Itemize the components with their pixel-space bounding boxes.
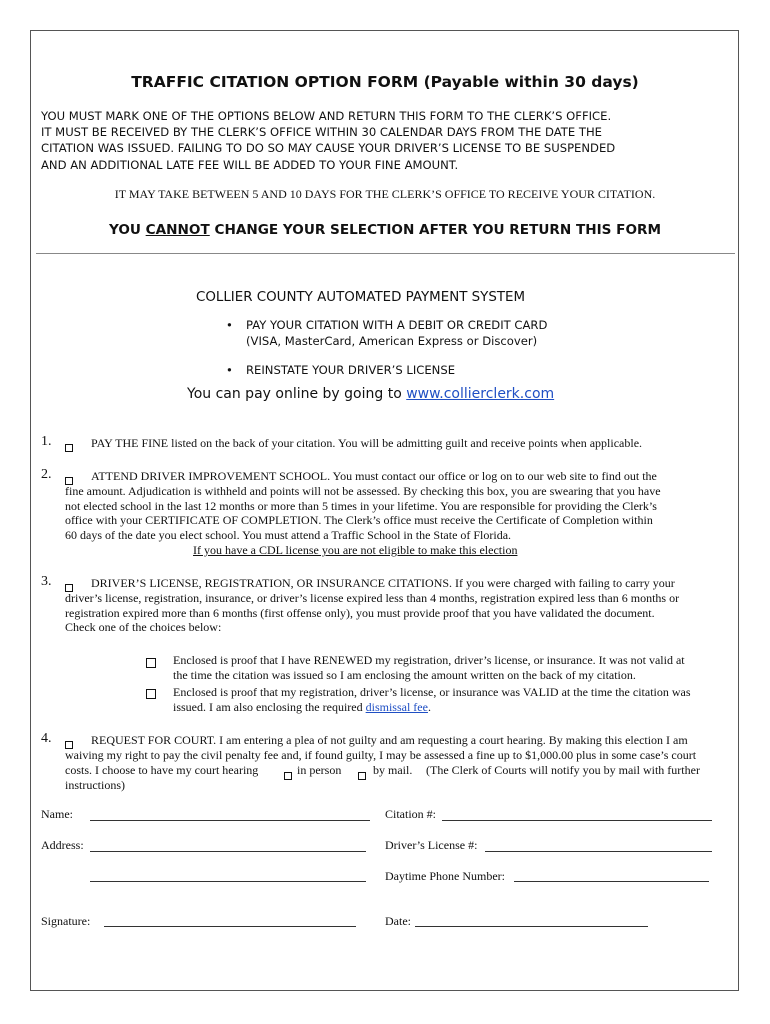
option-1-text: PAY THE FINE listed on the back of your citation. You will be admitting guilt and receive points when applicable.	[91, 436, 643, 450]
checkbox-icon	[146, 689, 156, 699]
instructions	[41, 108, 731, 173]
option-3-line: driver’s license, registration, insurance, or driver’s license expired less than 4 months, registration expired less than 6 months or	[65, 591, 680, 605]
daytime-phone-field[interactable]	[514, 881, 709, 882]
date-field[interactable]	[415, 926, 648, 927]
option-2-line: fine amount. Adjudication is withheld and points will not be assessed. By checking this box, you are swearing that you have	[65, 484, 661, 498]
in-person-label: in person	[297, 763, 342, 777]
checkbox-icon	[358, 772, 366, 780]
drivers-license-label: Driver’s License #:	[385, 838, 478, 852]
form-title: TRAFFIC CITATION OPTION FORM (Payable within 30 days)	[131, 73, 639, 91]
instructions-line: IT MUST BE RECEIVED BY THE CLERK’S OFFICE WITHIN 30 CALENDAR DAYS FROM THE DATE THE	[41, 125, 602, 140]
option-2-number: 2.	[41, 467, 52, 482]
date-label: Date:	[385, 914, 411, 928]
signature-label: Signature:	[41, 914, 91, 928]
drivers-license-field[interactable]	[485, 851, 712, 852]
bullet-dot: •	[226, 363, 233, 377]
address-label: Address:	[41, 838, 84, 852]
processing-note: IT MAY TAKE BETWEEN 5 AND 10 DAYS FOR THE CLERK’S OFFICE TO RECEIVE YOUR CITATION.	[114, 187, 656, 201]
bullet-dot: •	[226, 318, 233, 332]
bullet-pay-card-line2: (VISA, MasterCard, American Express or Discover)	[246, 334, 538, 348]
option-3-valid-suffix: .	[427, 699, 431, 714]
by-mail-checkbox[interactable]	[358, 767, 366, 785]
address-line-2-field[interactable]	[90, 881, 366, 882]
citation-field[interactable]	[442, 820, 712, 821]
option-4-line3-suffix: (The Clerk of Courts will notify you by mail with further	[426, 763, 700, 777]
cdl-note: If you have a CDL license you are not eligible to make this election	[193, 543, 518, 557]
option-4-line3-prefix: costs. I choose to have my court hearing	[65, 763, 259, 777]
option-3-valid-checkbox[interactable]	[146, 685, 156, 703]
option-4-line: waiving my right to pay the civil penalty fee and, if found guilty, I may be assessed a fine up to $1,000.00 plus in some case’s court	[65, 748, 697, 762]
clerk-website-link[interactable]: www.collierclerk.com	[406, 386, 555, 402]
option-4-line: instructions)	[65, 778, 125, 792]
online-prefix: You can pay online by going to	[187, 386, 407, 402]
option-3-valid-line1: Enclosed is proof that my registration, driver’s license, or insurance was VALID at the time the citation was	[173, 685, 691, 699]
selection-warning	[0, 222, 770, 238]
option-3-body	[65, 591, 740, 635]
option-3-renewed-text	[173, 653, 685, 682]
option-1-checkbox[interactable]	[65, 439, 73, 457]
instructions-line: AND AN ADDITIONAL LATE FEE WILL BE ADDED TO YOUR FINE AMOUNT.	[41, 157, 459, 172]
option-3-valid-prefix: issued. I am also enclosing the required	[173, 699, 366, 714]
citation-label: Citation #:	[385, 807, 436, 821]
checkbox-icon	[65, 444, 73, 452]
option-1-number: 1.	[41, 434, 52, 449]
option-3-valid-text	[173, 685, 691, 714]
signature-field[interactable]	[104, 926, 356, 927]
payment-system-title: COLLIER COUNTY AUTOMATED PAYMENT SYSTEM	[196, 290, 526, 305]
option-2-body	[65, 484, 740, 543]
option-3-line: DRIVER’S LICENSE, REGISTRATION, OR INSURANCE CITATIONS. If you were charged with failing to carry your	[91, 576, 675, 590]
option-2-line: 60 days of the date you elect school. You must attend a Traffic School in the State of Florida.	[65, 528, 512, 543]
in-person-checkbox[interactable]	[284, 767, 292, 785]
option-3-number: 3.	[41, 574, 52, 589]
bullet-pay-card	[246, 317, 547, 349]
checkbox-icon	[284, 772, 292, 780]
warning-emphasis: CANNOT	[145, 222, 210, 238]
instructions-line: YOU MUST MARK ONE OF THE OPTIONS BELOW AND RETURN THIS FORM TO THE CLERK’S OFFICE.	[41, 109, 612, 123]
by-mail-label: by mail.	[373, 763, 413, 777]
checkbox-icon	[146, 658, 156, 668]
option-2-line: ATTEND DRIVER IMPROVEMENT SCHOOL. You must contact our office or log on to our web site to find out the	[91, 469, 657, 483]
option-3-renewed-line2: the time the citation was issued so I am enclosing the amount written on the back of my citation.	[173, 667, 636, 682]
address-field[interactable]	[90, 851, 366, 852]
option-3-renewed-line1: Enclosed is proof that I have RENEWED my registration, driver’s license, or insurance. It was not valid at	[173, 653, 685, 667]
option-3-line: Check one of the choices below:	[65, 620, 222, 635]
instructions-line: CITATION WAS ISSUED. FAILING TO DO SO MAY CAUSE YOUR DRIVER’S LICENSE TO BE SUSPENDED	[41, 141, 616, 156]
divider	[36, 253, 735, 254]
daytime-phone-label: Daytime Phone Number:	[385, 869, 505, 883]
online-payment	[187, 386, 554, 402]
option-3-line: registration expired more than 6 months (first offense only), you must provide proof that you have validated the document.	[65, 605, 655, 620]
name-label: Name:	[41, 807, 73, 821]
option-3-valid-line2	[173, 700, 691, 715]
option-2-line: not elected school in the last 12 months or more than 5 times in your lifetime. You are responsible for providing the Clerk’s	[65, 498, 657, 513]
option-2-line: office with your CERTIFICATE OF COMPLETION. The Clerk’s office must receive the Certificate of Completion within	[65, 513, 653, 528]
bullet-reinstate: REINSTATE YOUR DRIVER’S LICENSE	[246, 363, 456, 377]
option-4-line: REQUEST FOR COURT. I am entering a plea of not guilty and am requesting a court hearing. By making this election I am	[91, 733, 688, 747]
bullet-pay-card-line1: PAY YOUR CITATION WITH A DEBIT OR CREDIT CARD	[246, 318, 548, 332]
warning-before: YOU	[108, 222, 146, 238]
warning-after: CHANGE YOUR SELECTION AFTER YOU RETURN THIS FORM	[209, 222, 662, 238]
dismissal-fee-link[interactable]: dismissal fee	[365, 699, 428, 714]
option-3-renewed-checkbox[interactable]	[146, 654, 156, 672]
name-field[interactable]	[90, 820, 370, 821]
option-4-number: 4.	[41, 731, 52, 746]
